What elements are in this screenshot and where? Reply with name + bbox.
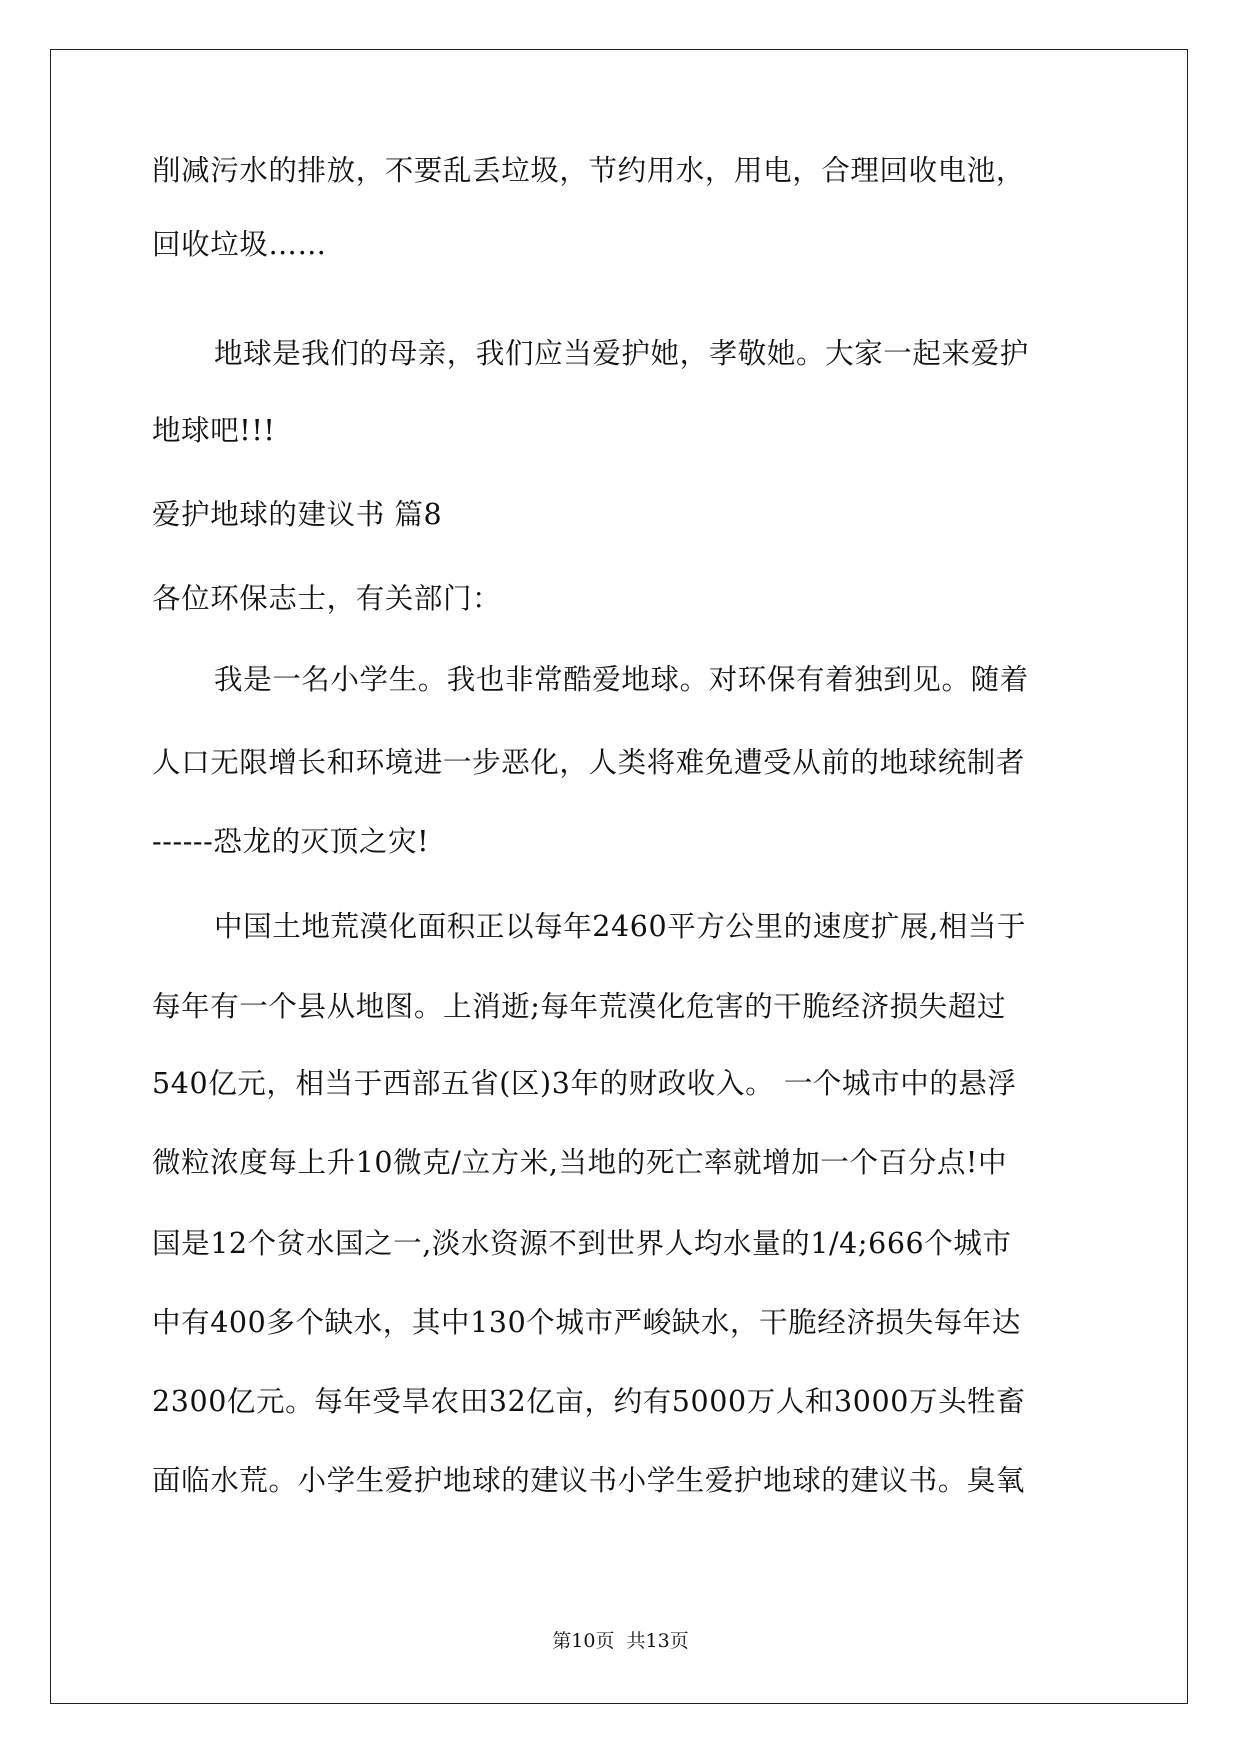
body-line: 每年有一个县从地图。上消逝;每年荒漠化危害的干脆经济损失超过 xyxy=(152,990,1007,1023)
body-line: 中有400多个缺水，其中130个城市严峻缺水，干脆经济损失每年达 xyxy=(152,1306,1021,1339)
body-line: 我是一名小学生。我也非常酷爱地球。对环保有着独到见。随着 xyxy=(214,663,1029,696)
salutation: 各位环保志士，有关部门： xyxy=(152,582,502,615)
body-line: 中国土地荒漠化面积正以每年2460平方公里的速度扩展,相当于 xyxy=(214,910,1027,943)
body-line: 削减污水的排放，不要乱丢垃圾，节约用水，用电，合理回收电池， xyxy=(152,154,1026,187)
body-line: 地球吧!!! xyxy=(152,414,276,447)
section-heading: 爱护地球的建议书 篇8 xyxy=(152,498,443,531)
page-number-footer: 第10页 共13页 xyxy=(552,1630,689,1652)
body-line: 地球是我们的母亲，我们应当爱护她，孝敬她。大家一起来爱护 xyxy=(214,337,1029,370)
body-line: 微粒浓度每上升10微克/立方米,当地的死亡率就增加一个百分点!中 xyxy=(152,1146,1008,1179)
body-line: 人口无限增长和环境进一步恶化，人类将难免遭受从前的地球统制者 xyxy=(152,746,1026,779)
body-line: 面临水荒。小学生爱护地球的建议书小学生爱护地球的建议书。臭氧 xyxy=(152,1464,1026,1497)
body-line: 国是12个贫水国之一,淡水资源不到世界人均水量的1/4;666个城市 xyxy=(152,1227,1012,1260)
body-line: ------恐龙的灭顶之灾! xyxy=(152,825,430,858)
body-line: 2300亿元。每年受旱农田32亿亩，约有5000万人和3000万头牲畜 xyxy=(152,1385,1026,1418)
page-border xyxy=(50,49,1188,1704)
body-line: 回收垃圾…… xyxy=(152,228,327,261)
body-line: 540亿元，相当于西部五省(区)3年的财政收入。 一个城市中的悬浮 xyxy=(152,1067,1017,1100)
